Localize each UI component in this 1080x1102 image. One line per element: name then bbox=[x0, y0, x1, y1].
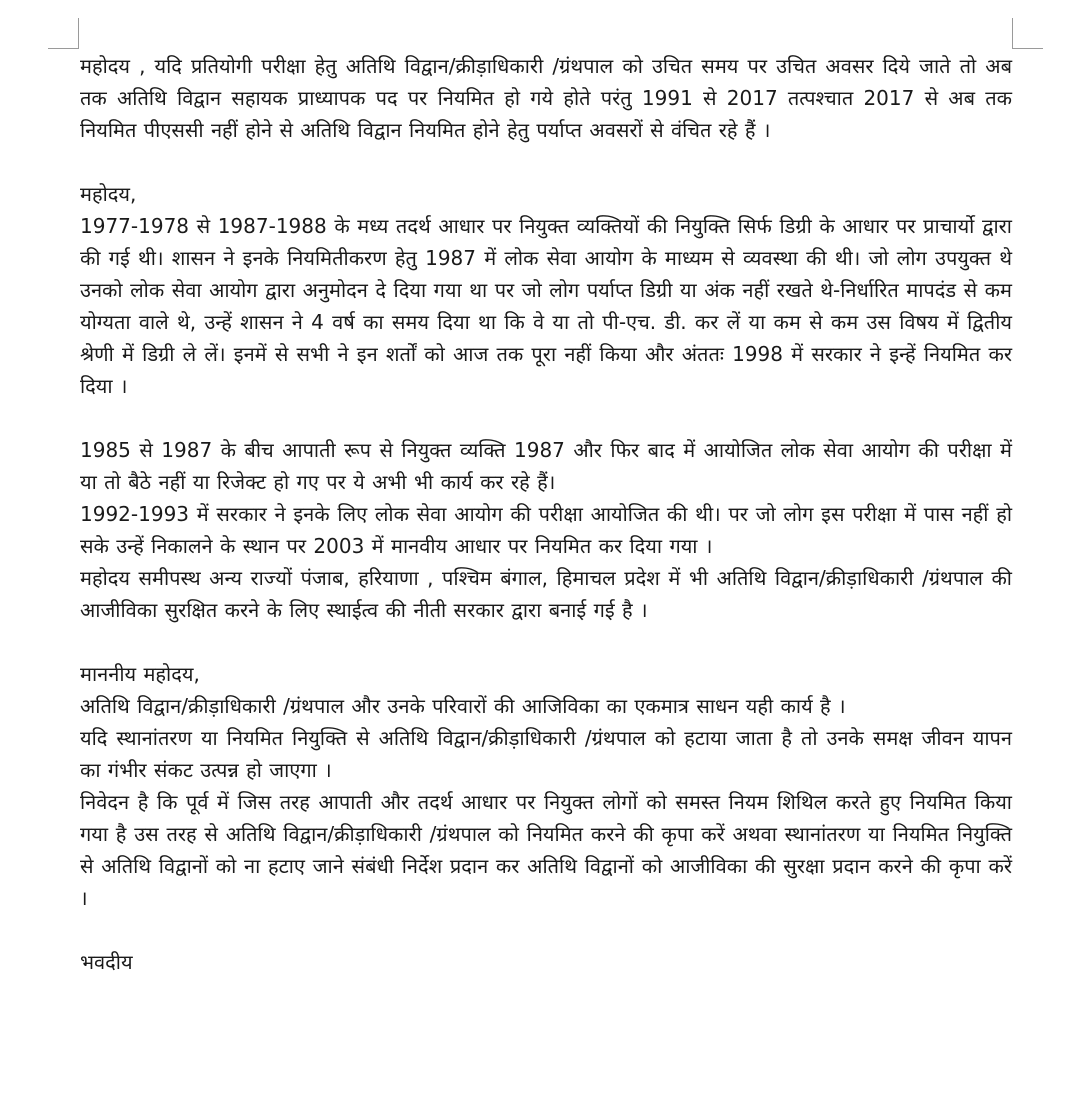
paragraph-gap bbox=[80, 146, 1012, 178]
paragraph-gap bbox=[80, 402, 1012, 434]
closing-signoff: भवदीय bbox=[80, 950, 133, 974]
document-page bbox=[80, 50, 1012, 978]
salutation-honourable: माननीय महोदय, bbox=[80, 662, 200, 686]
salutation: महोदय, bbox=[80, 182, 137, 206]
paragraph-emergency-appointments: 1985 से 1987 के बीच आपाती रूप से नियुक्त व्यक्ति 1987 और फिर बाद में आयोजित लोक सेवा आयोग की परीक्षा में या तो बैठे नहीं या रिजेक्ट हो गए पर ये अभी भी कार्य कर रहे हैं। bbox=[80, 438, 1012, 494]
paragraph-request: निवेदन है कि पूर्व में जिस तरह आपाती और तदर्थ आधार पर नियुक्त लोगों को समस्त नियम शिथिल करते हुए नियमित किया गया है उस तरह से अतिथि विद्वान/क्रीड़ाधिकारी /ग्रंथपाल को नियमित करने की कृपा करें अथवा स्थानांतरण या नियमित नियुक्ति से अतिथि विद्वानों को ना हटाए जाने संबंधी निर्देश प्रदान कर अतिथि विद्वानों को आजीविका की सुरक्षा प्रदान करने की कृपा करें । bbox=[80, 790, 1013, 910]
crop-mark-top-right bbox=[1012, 18, 1043, 49]
paragraph-opportunity: महोदय , यदि प्रतियोगी परीक्षा हेतु अतिथि विद्वान/क्रीड़ाधिकारी /ग्रंथपाल को उचित समय पर उचित अवसर दिये जाते तो अब तक अतिथि विद्वान सहायक प्राध्यापक पद पर नियमित हो गये होते परंतु 1991 से 2017 तत्पश्चात 2017 से अब तक नियमित पीएससी नहीं होने से अतिथि विद्वान नियमित होने हेतु पर्याप्त अवसरों से वंचित रहे हैं । bbox=[80, 54, 1012, 142]
crop-mark-top-left bbox=[48, 18, 79, 49]
paragraph-ad-hoc-history: 1977-1978 से 1987-1988 के मध्य तदर्थ आधार पर नियुक्त व्यक्तियों की नियुक्ति सिर्फ डिग्री के आधार पर प्राचार्यो द्वारा की गई थी। शासन ने इनके नियमितीकरण हेतु 1987 में लोक सेवा आयोग के माध्यम से व्यवस्था की थी। जो लोग उपयुक्त थे उनको लोक सेवा आयोग द्वारा अनुमोदन दे दिया गया था पर जो लोग पर्याप्त डिग्री या अंक नहीं रखते थे-निर्धारित मापदंड से कम योग्यता वाले थे, उन्हें शासन ने 4 वर्ष का समय दिया था कि वे या तो पी-एच. डी. कर लें या कम से कम उस विषय में द्वितीय श्रेणी में डिग्री ले लें। इनमें से सभी ने इन शर्तों को आज तक पूरा नहीं किया और अंततः 1998 में सरकार ने इन्हें नियमित कर दिया । bbox=[80, 214, 1012, 398]
paragraph-gap bbox=[80, 626, 1012, 658]
paragraph-1992-exam: 1992-1993 में सरकार ने इनके लिए लोक सेवा आयोग की परीक्षा आयोजित की थी। पर जो लोग इस परीक्षा में पास नहीं हो सके उन्हें निकालने के स्थान पर 2003 में मानवीय आधार पर नियमित कर दिया गया । bbox=[80, 502, 1012, 558]
paragraph-crisis: यदि स्थानांतरण या नियमित नियुक्ति से अतिथि विद्वान/क्रीड़ाधिकारी /ग्रंथपाल को हटाया जाता है तो उनके समक्ष जीवन यापन का गंभीर संकट उत्पन्न हो जाएगा । bbox=[80, 726, 1012, 782]
paragraph-gap bbox=[80, 914, 1012, 946]
paragraph-neighbouring-states: महोदय समीपस्थ अन्य राज्यों पंजाब, हरियाणा , पश्चिम बंगाल, हिमाचल प्रदेश में भी अतिथि विद्वान/क्रीड़ाधिकारी /ग्रंथपाल की आजीविका सुरक्षित करने के लिए स्थाईत्व की नीती सरकार द्वारा बनाई गई है । bbox=[80, 566, 1012, 622]
paragraph-livelihood: अतिथि विद्वान/क्रीड़ाधिकारी /ग्रंथपाल और उनके परिवारों की आजिविका का एकमात्र साधन यही कार्य है । bbox=[80, 694, 846, 718]
